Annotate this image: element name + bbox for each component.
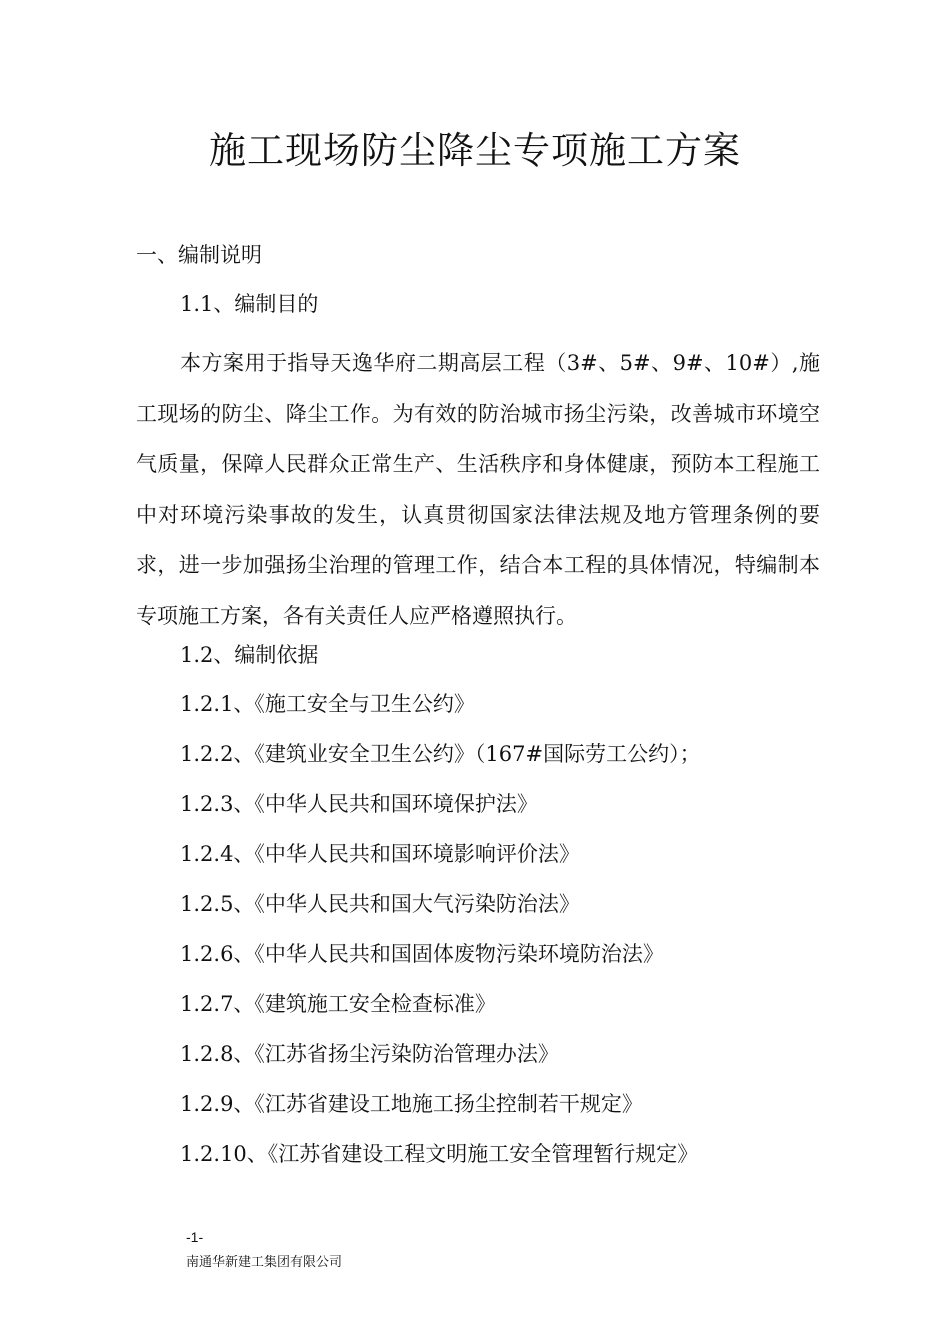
reference-item: 1.2.6、《中华人民共和国固体废物污染环境防治法》: [180, 942, 664, 966]
reference-item: 1.2.9、《江苏省建设工地施工扬尘控制若干规定》: [180, 1092, 643, 1116]
footer-company-name: 南通华新建工集团有限公司: [186, 1255, 343, 1270]
footer-page-number: -1-: [186, 1229, 204, 1245]
purpose-paragraph: 本方案用于指导天逸华府二期高层工程（3#、5#、9#、10#）,施工现场的防尘、降尘工作。为有效的防治城市扬尘污染，改善城市环境空气质量，保障人民群众正常生产、生活秩序和身体健康，预防本工程施工中对环境污染事故的发生，认真贯彻国家法律法规及地方管理条例的要求，进一步加强扬尘治理的管理工作，结合本工程的具体情况，特编制本专项施工方案，各有关责任人应严格遵照执行。: [136, 351, 820, 628]
reference-item: 1.2.8、《江苏省扬尘污染防治管理办法》: [180, 1042, 559, 1066]
section-heading-1: 一、编制说明: [136, 243, 262, 267]
reference-item: 1.2.5、《中华人民共和国大气污染防治法》: [180, 892, 580, 916]
section-heading-1-2: 1.2、编制依据: [180, 643, 319, 667]
reference-item: 1.2.1、《施工安全与卫生公约》: [180, 692, 475, 716]
document-title: 施工现场防尘降尘专项施工方案: [209, 129, 741, 172]
reference-item: 1.2.4、《中华人民共和国环境影响评价法》: [180, 842, 580, 866]
section-heading-1-1: 1.1、编制目的: [180, 292, 319, 316]
reference-item: 1.2.7、《建筑施工安全检查标准》: [180, 992, 496, 1016]
reference-item: 1.2.10、《江苏省建设工程文明施工安全管理暂行规定》: [180, 1142, 699, 1166]
reference-item: 1.2.2、《建筑业安全卫生公约》（167#国际劳工公约）；: [180, 742, 701, 766]
reference-item: 1.2.3、《中华人民共和国环境保护法》: [180, 792, 538, 816]
